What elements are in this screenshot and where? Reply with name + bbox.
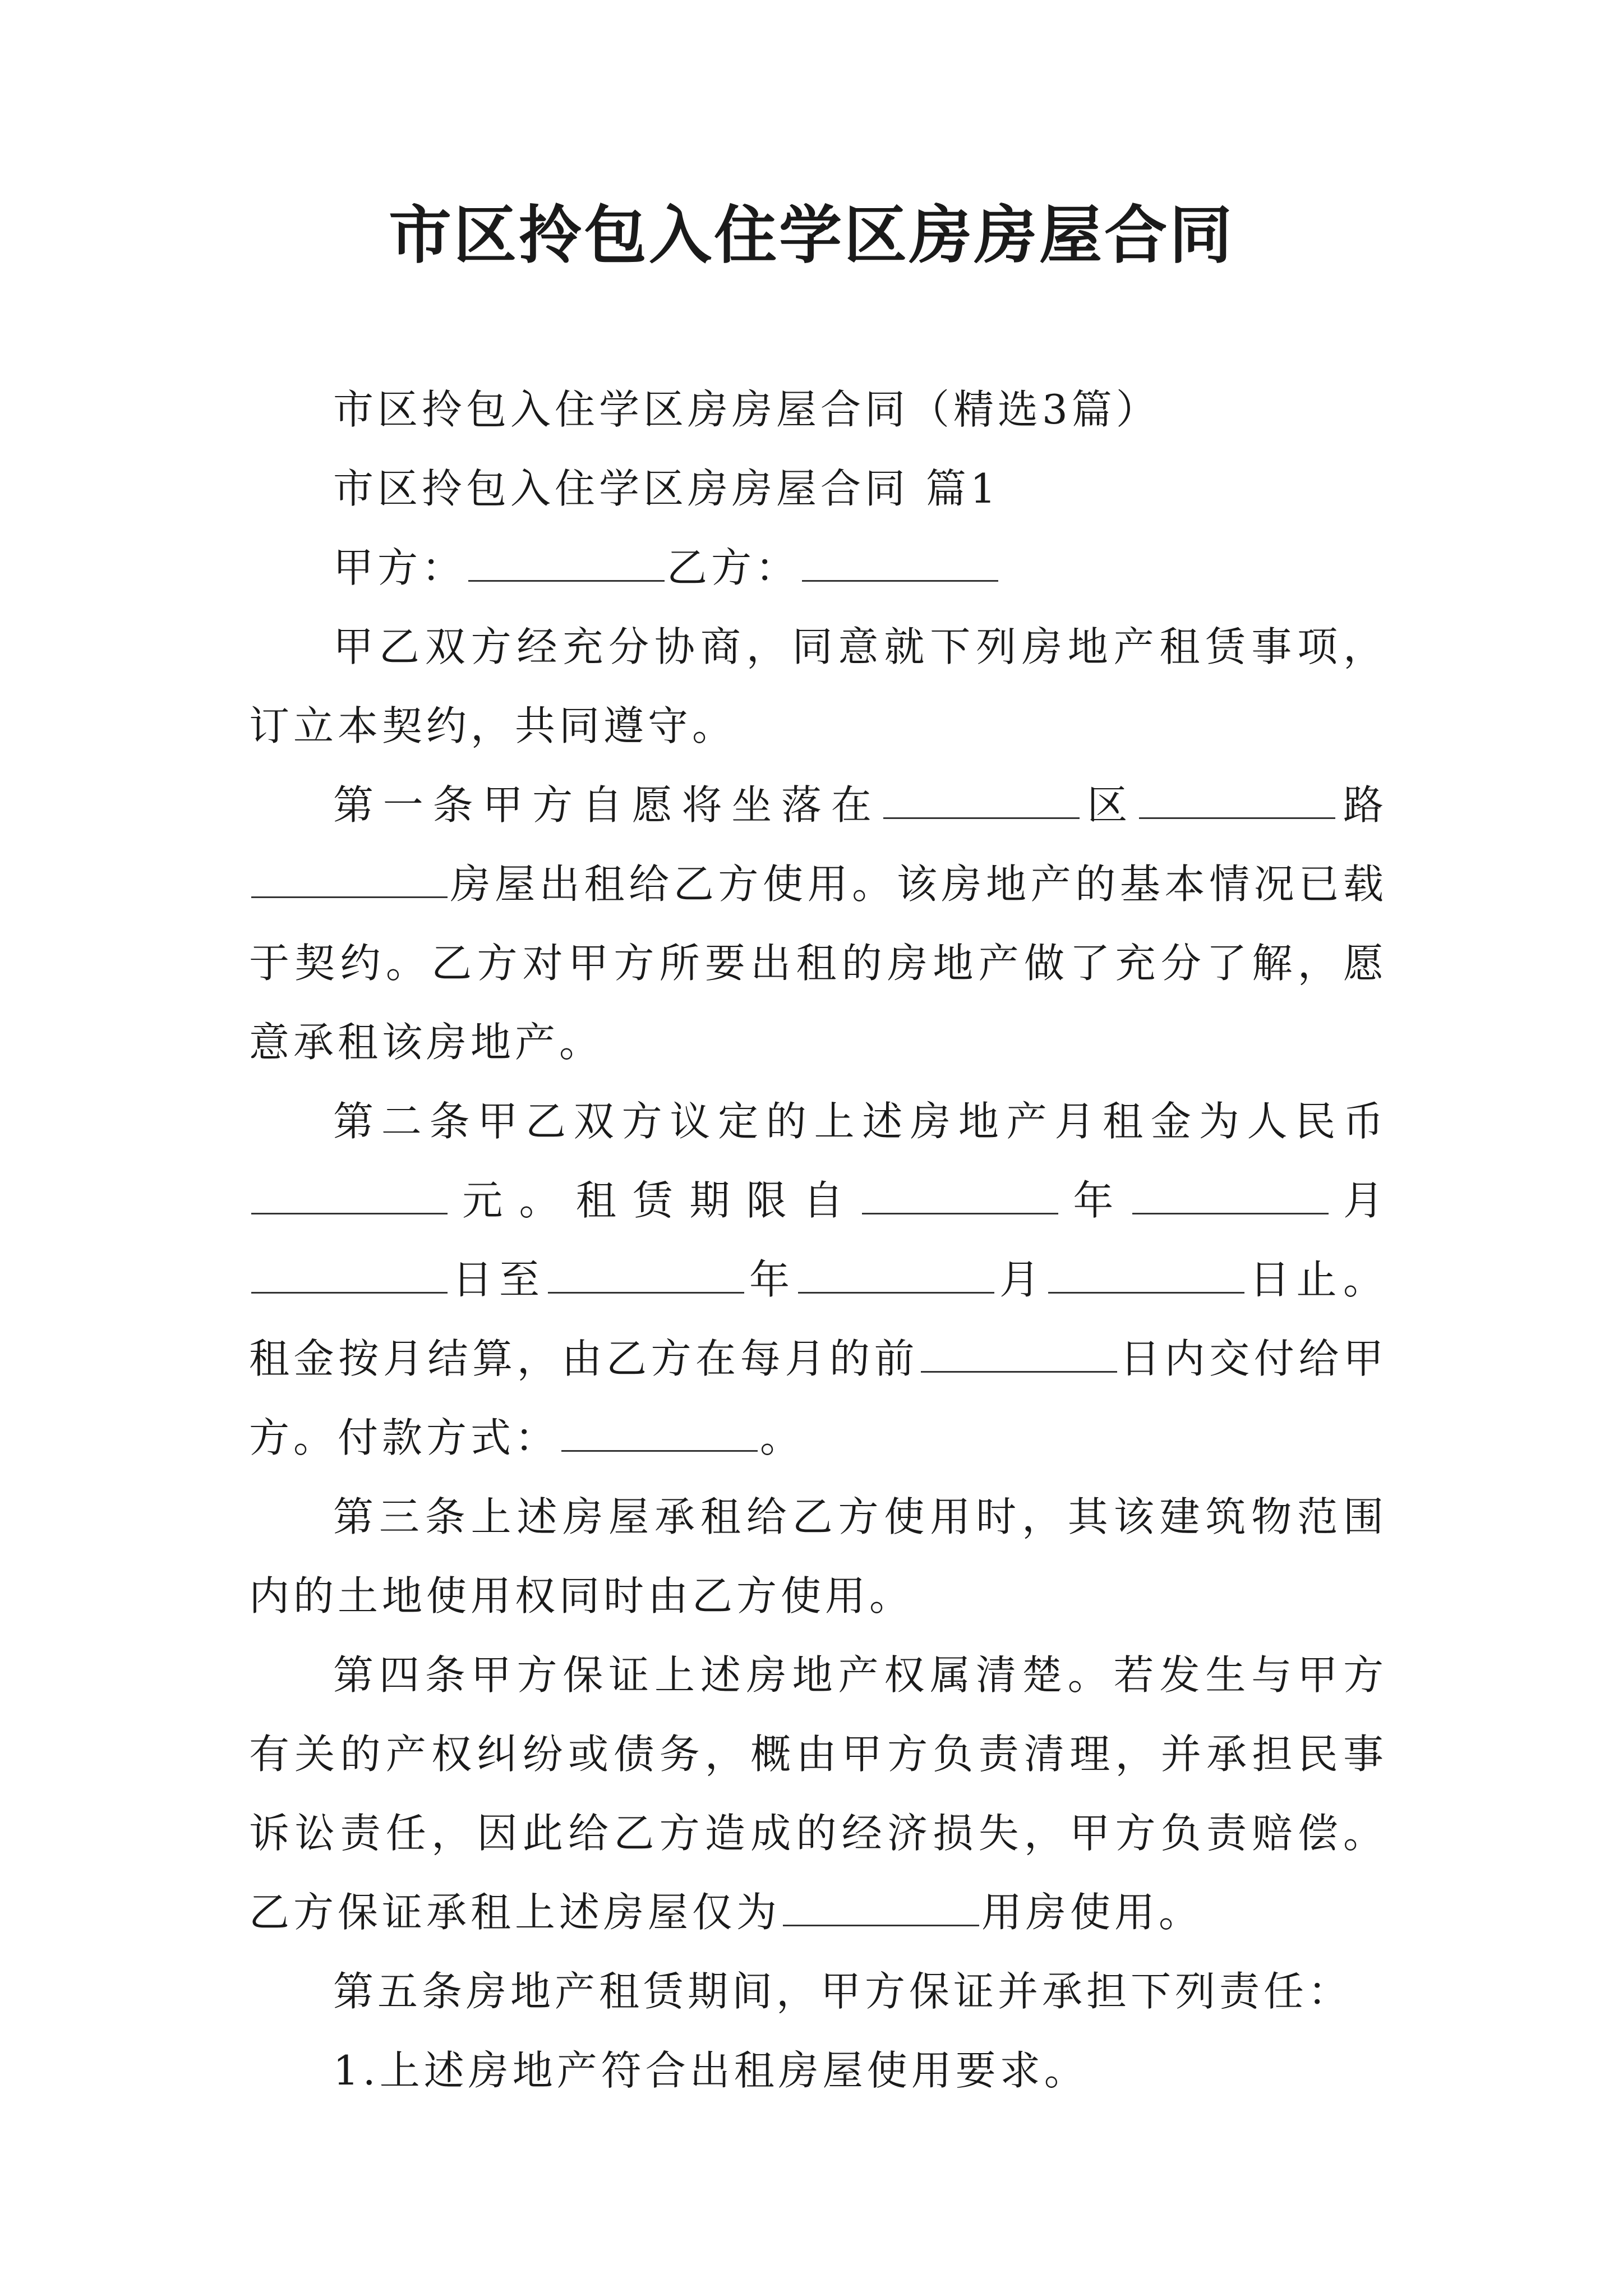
intro-paragraph: 甲乙双方经充分协商，同意就下列房地产租赁事项，订立本契约，共同遵守。 — [249, 623, 1387, 749]
article-2-text: 日内交付给甲方。付款方式： — [249, 1335, 1387, 1461]
party-b-blank — [802, 550, 998, 582]
party-a-blank — [468, 550, 665, 582]
article-1-text: 路 — [1338, 781, 1387, 829]
payment-day-blank — [921, 1341, 1117, 1373]
article-2-text: 年 — [1061, 1177, 1130, 1224]
article-4 — [249, 1636, 1387, 1952]
parties-line — [249, 528, 1387, 608]
article-5: 第五条房地产租赁期间，甲方保证并承担下列责任： — [333, 1968, 1353, 2015]
start-year-blank — [862, 1182, 1058, 1214]
article-1 — [249, 766, 1387, 1082]
article-1-text: 第一条甲方自愿将坐落在 — [333, 781, 881, 829]
article-2-text: 月 — [997, 1256, 1046, 1303]
article-1-text: 区 — [1081, 781, 1137, 829]
article-2-text: 年 — [746, 1256, 796, 1303]
article-2-text: 月 — [1330, 1177, 1387, 1224]
party-a-label: 甲方： — [333, 544, 467, 591]
road-blank — [1139, 787, 1335, 819]
article-4-text: 用房使用。 — [981, 1889, 1204, 1936]
article-3: 第三条上述房屋承租给乙方使用时，其该建筑物范围内的土地使用权同时由乙方使用。 — [249, 1493, 1387, 1619]
article-2 — [249, 1082, 1387, 1478]
document-body — [249, 370, 1387, 2110]
article-4-text: 第四条甲方保证上述房地产权属清楚。若发生与甲方有关的产权纠纷或债务，概由甲方负责清理，并承担民事诉讼责任，因此给乙方造成的经济损失，甲方负责赔偿。乙方保证承租上述房屋仅为 — [249, 1651, 1387, 1936]
section-heading: 市区拎包入住学区房房屋合同 篇1 — [333, 465, 1000, 512]
list-item-1: 1.上述房地产符合出租房屋使用要求。 — [333, 2047, 1089, 2094]
article-2-text: 日止。租金按月结算，由乙方在每月的前 — [249, 1256, 1387, 1382]
article-2-text: 日至 — [450, 1256, 546, 1303]
end-month-blank — [798, 1262, 994, 1294]
house-number-blank — [251, 866, 448, 898]
start-day-blank — [251, 1262, 448, 1294]
end-day-blank — [1048, 1262, 1244, 1294]
article-2-text: 元。租赁期限自 — [450, 1177, 860, 1224]
district-blank — [883, 787, 1080, 819]
party-b-label: 乙方： — [667, 544, 800, 591]
payment-method-blank — [561, 1420, 758, 1452]
usage-purpose-blank — [783, 1894, 979, 1926]
article-2-text: 。 — [760, 1414, 805, 1461]
document-title: 市区拎包入住学区房房屋合同 — [389, 199, 1234, 272]
rent-amount-blank — [251, 1182, 448, 1214]
article-2-text: 第二条甲乙双方议定的上述房地产月租金为人民币 — [333, 1098, 1387, 1145]
start-month-blank — [1132, 1182, 1329, 1214]
end-year-blank — [548, 1262, 744, 1294]
subtitle: 市区拎包入住学区房房屋合同（精选3篇） — [333, 386, 1160, 433]
article-1-text: 房屋出租给乙方使用。该房地产的基本情况已载于契约。乙方对甲方所要出租的房地产做了充分了解，愿意承租该房地产。 — [249, 861, 1387, 1066]
